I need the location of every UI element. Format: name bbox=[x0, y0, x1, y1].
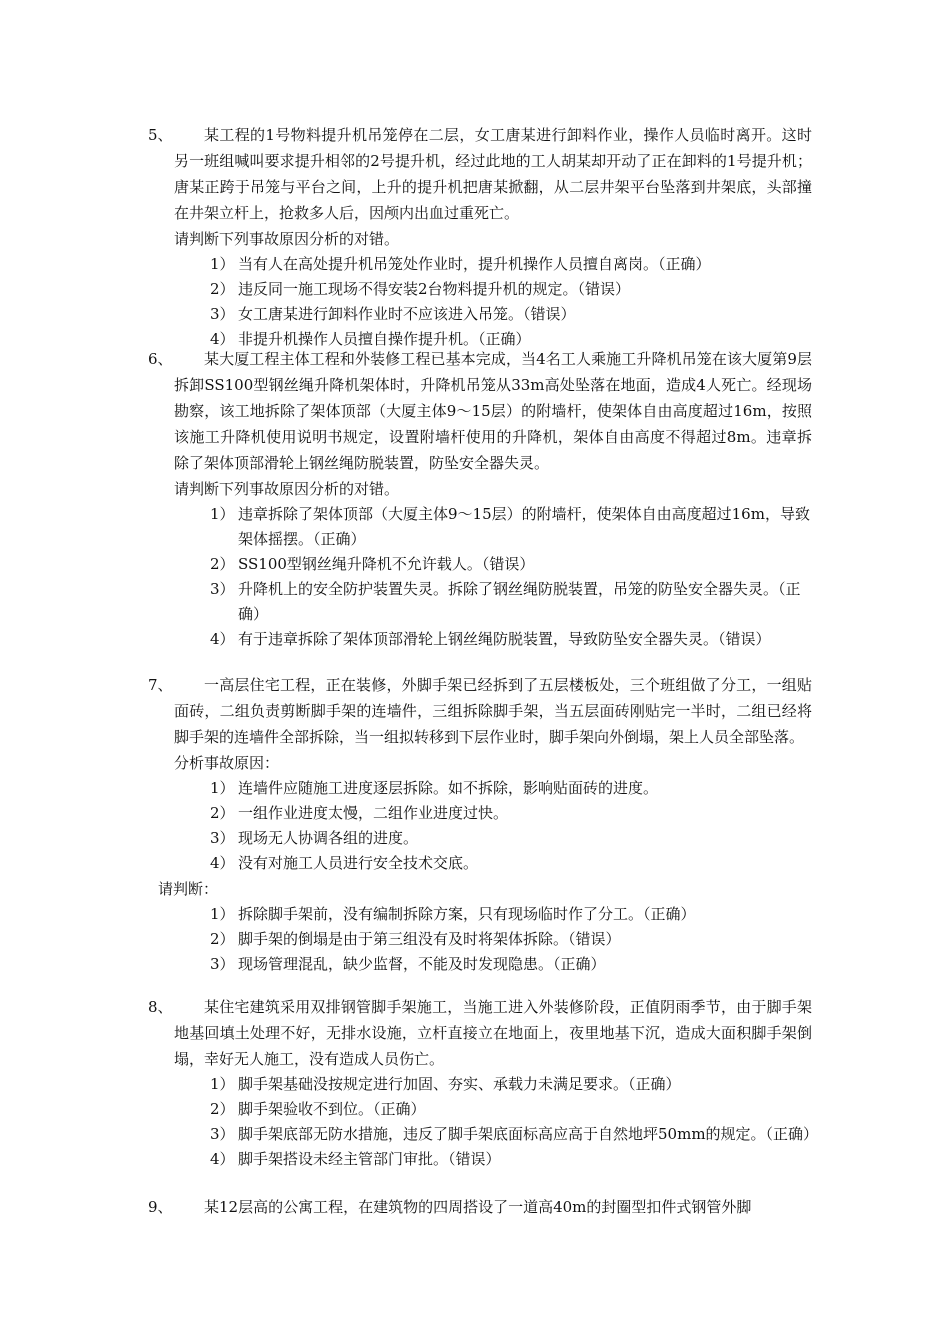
option-text: 女工唐某进行卸料作业时不应该进入吊笼。（错误） bbox=[238, 305, 576, 323]
option-number: 2） bbox=[210, 1100, 235, 1118]
option-text: 脚手架底部无防水措施，违反了脚手架底面标高应高于自然地坪50mm的规定。（正确） bbox=[238, 1125, 819, 1143]
option-number: 3） bbox=[210, 305, 235, 323]
question-9 bbox=[148, 1194, 812, 1220]
option-item bbox=[210, 252, 812, 277]
option-number: 3） bbox=[210, 955, 235, 973]
question-6 bbox=[148, 346, 812, 652]
option-number: 4） bbox=[210, 330, 235, 348]
question-text: 某12层高的公寓工程，在建筑物的四周搭设了一道高40m的封圈型扣件式钢管外脚 bbox=[204, 1198, 752, 1216]
option-text: 脚手架验收不到位。（正确） bbox=[238, 1100, 426, 1118]
option-item bbox=[210, 927, 812, 952]
option-text: 没有对施工人员进行安全技术交底。 bbox=[238, 854, 479, 872]
option-number: 1） bbox=[210, 505, 235, 523]
option-text: 当有人在高处提升机吊笼处作业时，提升机操作人员擅自离岗。（正确） bbox=[238, 255, 711, 273]
option-text: 违反同一施工现场不得安装2台物料提升机的规定。（错误） bbox=[238, 280, 631, 298]
option-item bbox=[210, 577, 812, 627]
option-item bbox=[210, 552, 812, 577]
option-text: 现场无人协调各组的进度。 bbox=[238, 829, 419, 847]
question-text: 某大厦工程主体工程和外装修工程已基本完成，当4名工人乘施工升降机吊笼在该大厦第9层拆卸SS100型钢丝绳升降机架体时，升降机吊笼从33m高处坠落在地面，造成4人死亡。经现场勘察，该工地拆除了架体顶部（大厦主体9～15层）的附墙杆，使架体自由高度超过16m，按照该施工升降机使用说明书规定，设置附墙杆使用的升降机，架体自由高度不得超过8m。违章拆除了架体顶部滑轮上钢丝绳防脱装置，防坠安全器失灵。 bbox=[174, 350, 812, 472]
option-item bbox=[210, 952, 812, 977]
option-text: 连墙件应随施工进度逐层拆除。如不拆除，影响贴面砖的进度。 bbox=[238, 779, 659, 797]
option-number: 1） bbox=[210, 779, 235, 797]
option-text: 一组作业进度太慢，二组作业进度过快。 bbox=[238, 804, 509, 822]
option-number: 1） bbox=[210, 255, 235, 273]
question-prompt: 分析事故原因： bbox=[174, 754, 280, 772]
question-prompt: 请判断下列事故原因分析的对错。 bbox=[174, 230, 400, 248]
option-number: 4） bbox=[210, 630, 235, 648]
question-text: 某住宅建筑采用双排钢管脚手架施工，当施工进入外装修阶段，正值阴雨季节，由于脚手架地基回填土处理不好，无排水设施，立杆直接立在地面上，夜里地基下沉，造成大面积脚手架倒塌，幸好无人施工，没有造成人员伤亡。 bbox=[174, 998, 812, 1068]
option-item bbox=[210, 826, 812, 851]
question-number: 9、 bbox=[148, 1198, 173, 1216]
judge-prompt: 请判断： bbox=[158, 880, 219, 898]
question-8 bbox=[148, 994, 819, 1172]
option-text: 非提升机操作人员擅自操作提升机。（正确） bbox=[238, 330, 531, 348]
option-item bbox=[210, 277, 812, 302]
option-number: 2） bbox=[210, 804, 235, 822]
option-number: 3） bbox=[210, 829, 235, 847]
option-item bbox=[210, 851, 812, 876]
option-number: 3） bbox=[210, 1125, 235, 1143]
option-number: 3） bbox=[210, 580, 235, 598]
option-item bbox=[210, 801, 812, 826]
option-item bbox=[210, 902, 812, 927]
option-item bbox=[210, 1072, 812, 1097]
option-item bbox=[210, 1147, 812, 1172]
option-text: 脚手架基础没按规定进行加固、夯实、承载力未满足要求。（正确） bbox=[238, 1075, 681, 1093]
option-text: 有于违章拆除了架体顶部滑轮上钢丝绳防脱装置，导致防坠安全器失灵。（错误） bbox=[238, 630, 771, 648]
option-number: 2） bbox=[210, 280, 235, 298]
question-prompt: 请判断下列事故原因分析的对错。 bbox=[174, 480, 400, 498]
option-number: 4） bbox=[210, 854, 235, 872]
option-text: 现场管理混乱，缺少监督，不能及时发现隐患。（正确） bbox=[238, 955, 606, 973]
option-text: 升降机上的安全防护装置失灵。拆除了钢丝绳防脱装置，吊笼的防坠安全器失灵。（正确） bbox=[238, 580, 801, 623]
option-item bbox=[210, 1097, 812, 1122]
option-number: 1） bbox=[210, 1075, 235, 1093]
option-item bbox=[210, 776, 812, 801]
option-text: 脚手架搭设未经主管部门审批。（错误） bbox=[238, 1150, 501, 1168]
question-text: 一高层住宅工程，正在装修，外脚手架已经拆到了五层楼板处，三个班组做了分工，一组贴面砖，二组负责剪断脚手架的连墙件，三组拆除脚手架，当五层面砖刚贴完一半时，二组已经将脚手架的连墙件全部拆除，当一组拟转移到下层作业时，脚手架向外倒塌，架上人员全部坠落。 bbox=[174, 676, 812, 746]
option-item bbox=[210, 502, 812, 552]
option-number: 4） bbox=[210, 1150, 235, 1168]
option-text: SS100型钢丝绳升降机不允许载人。（错误） bbox=[238, 555, 535, 573]
option-number: 1） bbox=[210, 905, 235, 923]
option-text: 拆除脚手架前，没有编制拆除方案，只有现场临时作了分工。（正确） bbox=[238, 905, 696, 923]
option-item bbox=[210, 627, 812, 652]
option-number: 2） bbox=[210, 555, 235, 573]
option-item bbox=[210, 1122, 819, 1147]
option-text: 脚手架的倒塌是由于第三组没有及时将架体拆除。（错误） bbox=[238, 930, 621, 948]
question-number: 6、 bbox=[148, 350, 173, 368]
option-item bbox=[210, 302, 812, 327]
option-text: 违章拆除了架体顶部（大厦主体9～15层）的附墙杆，使架体自由高度超过16m，导致架体摇摆。（正确） bbox=[238, 505, 810, 548]
question-number: 5、 bbox=[148, 126, 173, 144]
question-7 bbox=[148, 672, 812, 977]
option-number: 2） bbox=[210, 930, 235, 948]
question-number: 8、 bbox=[148, 998, 173, 1016]
question-text: 某工程的1号物料提升机吊笼停在二层，女工唐某进行卸料作业，操作人员临时离开。这时另一班组喊叫要求提升相邻的2号提升机，经过此地的工人胡某却开动了正在卸料的1号提升机；唐某正跨于吊笼与平台之间，上升的提升机把唐某掀翻，从二层井架平台坠落到井架底，头部撞在井架立杆上，抢救多人后，因颅内出血过重死亡。 bbox=[174, 126, 812, 222]
question-5 bbox=[148, 122, 812, 352]
question-number: 7、 bbox=[148, 676, 173, 694]
